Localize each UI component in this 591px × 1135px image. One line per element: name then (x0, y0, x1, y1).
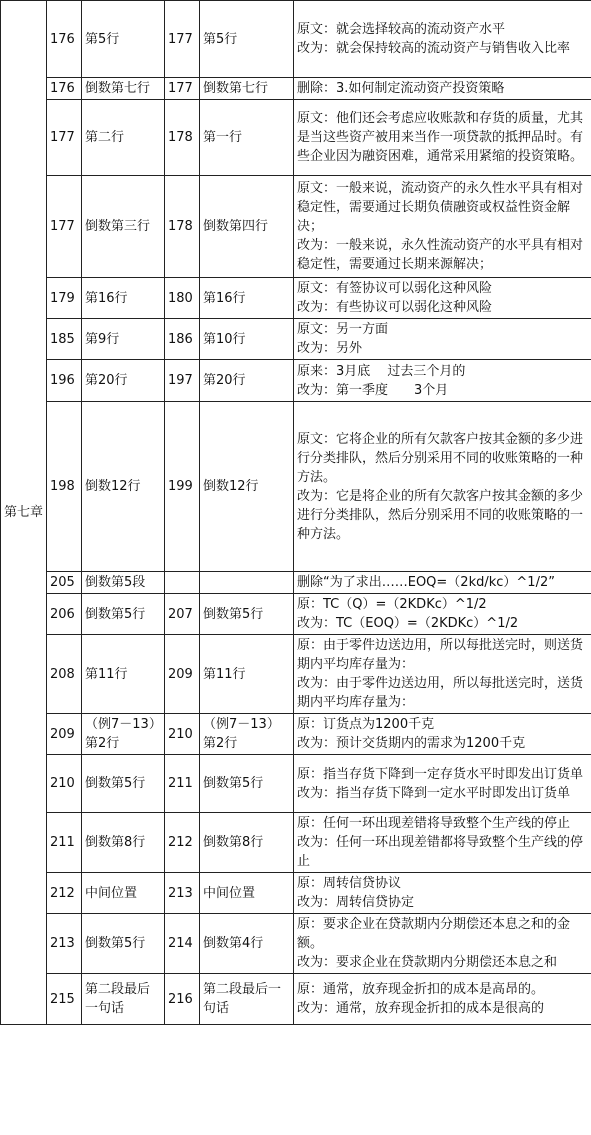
new-location: 中间位置 (200, 873, 294, 914)
old-location: 中间位置 (82, 873, 165, 914)
new-page-number: 180 (165, 278, 200, 319)
table-row (1, 78, 591, 100)
old-location: 倒数第5行 (82, 755, 165, 813)
correction-line: 删除：3.如何制定流动资产投资策略 (297, 81, 505, 96)
correction-text (294, 572, 591, 594)
correction-line: 原：要求企业在贷款期内分期偿还本息之和的金额。 (297, 917, 571, 951)
old-location: 第二行 (82, 100, 165, 176)
new-location: 第11行 (200, 635, 294, 714)
new-page-number: 199 (165, 402, 200, 572)
new-location (200, 572, 294, 594)
new-page-number: 177 (165, 78, 200, 100)
new-page-number: 178 (165, 100, 200, 176)
correction-text (294, 319, 591, 360)
old-location: 第16行 (82, 278, 165, 319)
correction-line: 改为：第一季度 3个月 (297, 382, 449, 398)
old-location: 第二段最后一句话 (82, 974, 165, 1025)
correction-line: 原：由于零件边送边用，所以每批送完时，则送货期内平均库存量为： (297, 638, 584, 672)
new-page-number: 209 (165, 635, 200, 714)
correction-text (294, 974, 591, 1025)
correction-line: 改为：有些协议可以弱化这种风险 (297, 300, 493, 315)
correction-line: 改为：周转信贷协定 (297, 895, 415, 910)
table-row (1, 360, 591, 402)
old-location: 第5行 (82, 1, 165, 78)
old-location: 倒数第5段 (82, 572, 165, 594)
new-page-number (165, 572, 200, 594)
table-row (1, 319, 591, 360)
new-location: 倒数第四行 (200, 176, 294, 278)
old-page-number: 205 (47, 572, 82, 594)
new-location: 倒数第5行 (200, 594, 294, 635)
table-row (1, 714, 591, 755)
new-location: 倒数12行 (200, 402, 294, 572)
correction-line: 原：指当存货下降到一定存货水平时即发出订货单 (297, 766, 584, 782)
old-page-number: 185 (47, 319, 82, 360)
correction-line: 原文：就会选择较高的流动资产水平 (297, 22, 506, 37)
old-location: （例7－13）第2行 (82, 714, 165, 755)
correction-text (294, 873, 591, 914)
correction-line: 原：任何一环出现差错将导致整个生产线的停止 (297, 816, 571, 831)
old-page-number: 211 (47, 813, 82, 873)
correction-text (294, 1, 591, 78)
old-location: 倒数第5行 (82, 914, 165, 974)
old-location: 第9行 (82, 319, 165, 360)
old-location: 第20行 (82, 360, 165, 402)
correction-line: 原：TC（Q）=（2KDKc）^1/2 (297, 597, 487, 612)
correction-line: 改为：它是将企业的所有欠款客户按其金额的多少进行分类排队，然后分别采用不同的收账策略的一种方法。 (297, 488, 584, 542)
correction-text (294, 360, 591, 402)
correction-line: 原：通常，放弃现金折扣的成本是高昂的。 (297, 982, 545, 997)
table-row (1, 100, 591, 176)
new-page-number: 177 (165, 1, 200, 78)
table-row (1, 1, 591, 78)
new-location: 倒数第5行 (200, 755, 294, 813)
old-page-number: 179 (47, 278, 82, 319)
correction-text (294, 100, 591, 176)
old-page-number: 208 (47, 635, 82, 714)
old-location: 倒数第8行 (82, 813, 165, 873)
correction-text (294, 914, 591, 974)
correction-text (294, 714, 591, 755)
correction-line: 改为：任何一环出现差错都将导致整个生产线的停止 (297, 835, 584, 869)
old-page-number: 210 (47, 755, 82, 813)
old-page-number: 177 (47, 176, 82, 278)
new-page-number: 216 (165, 974, 200, 1025)
errata-table-body (1, 1, 591, 1025)
correction-line: 原文：一般来说，流动资产的永久性水平具有相对稳定性，需要通过长期负债融资或权益性资金解决； (297, 181, 584, 234)
new-page-number: 213 (165, 873, 200, 914)
correction-line: 改为：预计交货期内的需求为1200千克 (297, 736, 526, 751)
table-row (1, 873, 591, 914)
correction-line: 改为：另外 (297, 341, 363, 356)
new-page-number: 207 (165, 594, 200, 635)
table-row (1, 278, 591, 319)
correction-line: 原文：他们还会考虑应收账款和存货的质量，尤其是当这些资产被用来当作一项贷款的抵押品时。有些企业因为融资困难，通常采用紧缩的投资策略。 (297, 111, 584, 164)
correction-line: 改为：要求企业在贷款期内分期偿还本息之和 (297, 955, 558, 970)
old-location: 倒数第三行 (82, 176, 165, 278)
new-page-number: 214 (165, 914, 200, 974)
new-location: 第10行 (200, 319, 294, 360)
new-location: 倒数第4行 (200, 914, 294, 974)
old-location: 第11行 (82, 635, 165, 714)
correction-text (294, 813, 591, 873)
correction-line: 改为：就会保持较高的流动资产与销售收入比率 (297, 41, 571, 56)
old-page-number: 212 (47, 873, 82, 914)
new-page-number: 210 (165, 714, 200, 755)
correction-line: 原来：3月底 过去三个月的 (297, 363, 466, 379)
new-location: 倒数第8行 (200, 813, 294, 873)
old-page-number: 213 (47, 914, 82, 974)
correction-text (294, 176, 591, 278)
table-row (1, 755, 591, 813)
new-page-number: 197 (165, 360, 200, 402)
correction-text (294, 78, 591, 100)
correction-line: 原：周转信贷协议 (297, 876, 402, 891)
table-row (1, 914, 591, 974)
correction-line: 改为：由于零件边送边用，所以每批送完时，送货期内平均库存量为： (297, 676, 584, 710)
new-location: 第5行 (200, 1, 294, 78)
new-location: 第一行 (200, 100, 294, 176)
correction-line: 原文：它将企业的所有欠款客户按其金额的多少进行分类排队，然后分别采用不同的收账策略的一种方法。 (297, 431, 584, 485)
new-location: 第二段最后一句话 (200, 974, 294, 1025)
table-row (1, 813, 591, 873)
correction-line: 改为：TC（EOQ）=（2KDKc）^1/2 (297, 616, 519, 631)
table-row (1, 974, 591, 1025)
old-page-number: 176 (47, 78, 82, 100)
correction-line: 改为：一般来说，永久性流动资产的水平具有相对稳定性，需要通过长期来源解决； (297, 238, 584, 272)
table-row (1, 572, 591, 594)
old-location: 倒数12行 (82, 402, 165, 572)
correction-line: 原文：有签协议可以弱化这种风险 (297, 281, 493, 296)
correction-text (294, 755, 591, 813)
old-location: 倒数第5行 (82, 594, 165, 635)
table-row (1, 594, 591, 635)
table-row (1, 176, 591, 278)
old-page-number: 215 (47, 974, 82, 1025)
table-row (1, 402, 591, 572)
correction-line: 改为：指当存货下降到一定水平时即发出订货单 (297, 785, 571, 801)
correction-line: 原文：另一方面 (297, 322, 389, 337)
old-page-number: 206 (47, 594, 82, 635)
correction-text (294, 635, 591, 714)
old-page-number: 209 (47, 714, 82, 755)
correction-line: 原：订货点为1200千克 (297, 717, 435, 732)
correction-line: 删除“为了求出……EOQ=（2kd/kc）^1/2” (297, 575, 555, 590)
new-location: （例7－13）第2行 (200, 714, 294, 755)
correction-text (294, 402, 591, 572)
old-page-number: 176 (47, 1, 82, 78)
new-location: 第16行 (200, 278, 294, 319)
chapter-cell: 第七章 (1, 1, 47, 1025)
correction-text (294, 278, 591, 319)
new-page-number: 212 (165, 813, 200, 873)
old-page-number: 198 (47, 402, 82, 572)
correction-text (294, 594, 591, 635)
correction-line: 改为：通常，放弃现金折扣的成本是很高的 (297, 1001, 545, 1016)
old-page-number: 177 (47, 100, 82, 176)
old-page-number: 196 (47, 360, 82, 402)
table-row (1, 635, 591, 714)
new-location: 倒数第七行 (200, 78, 294, 100)
old-location: 倒数第七行 (82, 78, 165, 100)
new-page-number: 211 (165, 755, 200, 813)
new-page-number: 178 (165, 176, 200, 278)
new-page-number: 186 (165, 319, 200, 360)
new-location: 第20行 (200, 360, 294, 402)
